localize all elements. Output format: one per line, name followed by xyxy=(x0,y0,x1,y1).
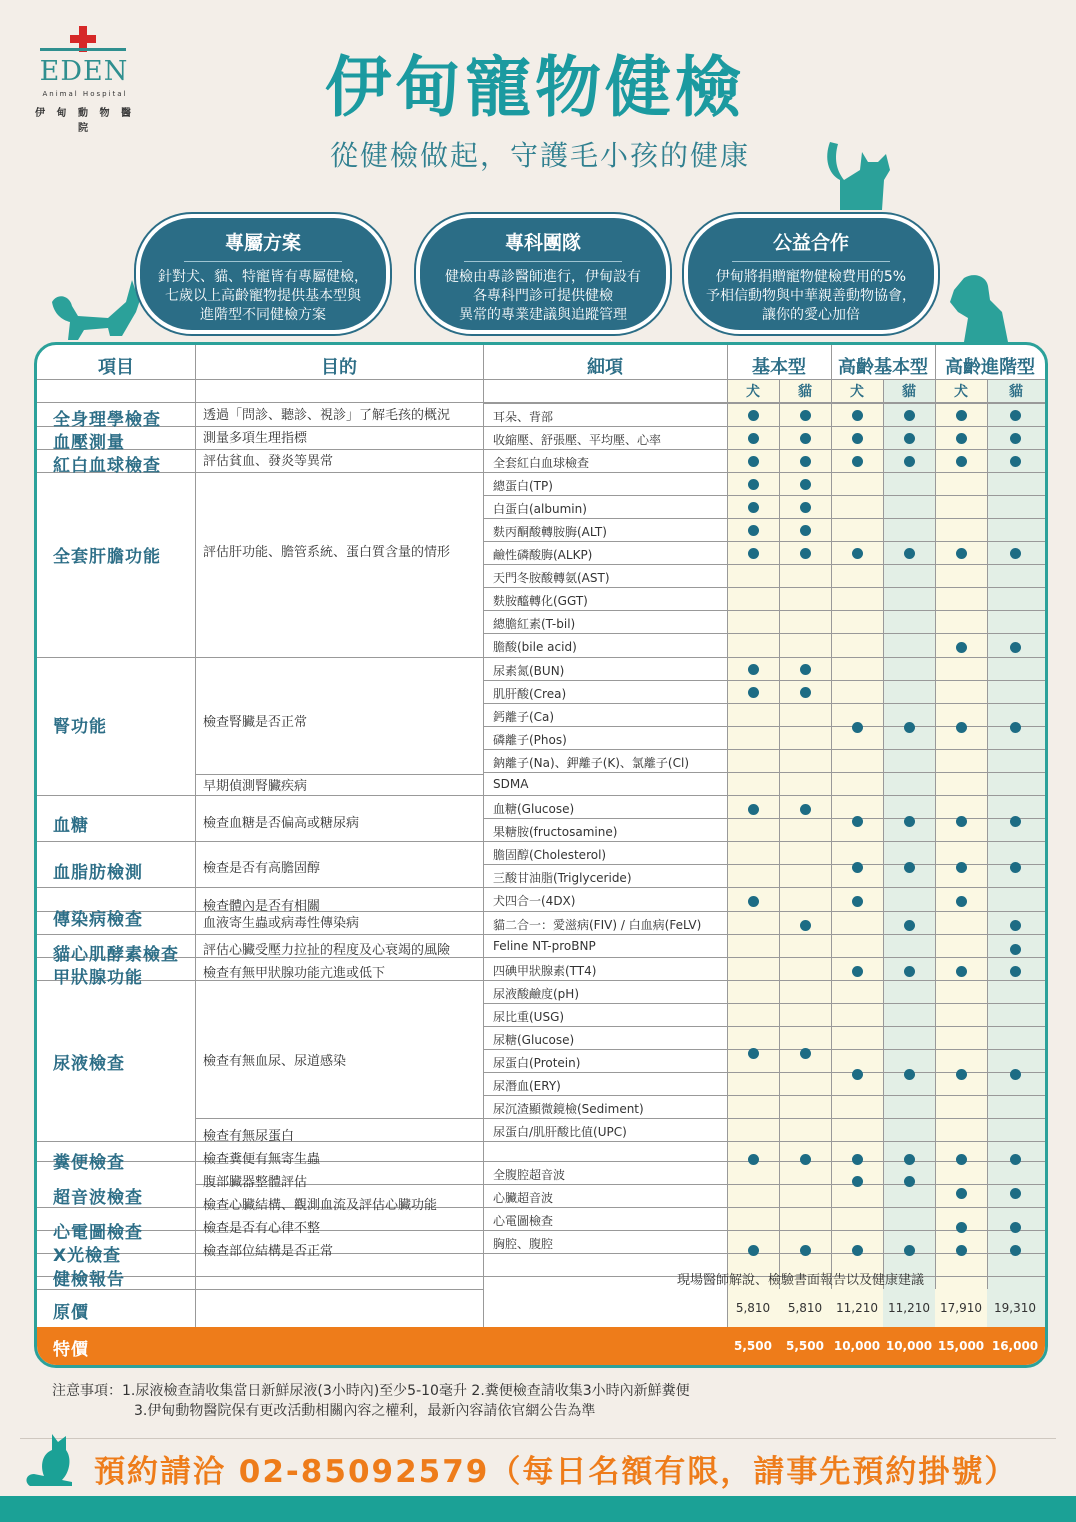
grid-line xyxy=(483,795,1045,796)
detail-text: 麩丙酮酸轉胺脢(ALT) xyxy=(493,525,607,539)
price: 5,810 xyxy=(787,1301,823,1315)
item-label: X光檢查 xyxy=(53,1246,122,1266)
included-dot-icon xyxy=(904,1176,915,1187)
grid-line xyxy=(37,841,483,842)
item-label: 全套肝膽功能 xyxy=(53,547,161,567)
bubble-line: 健檢由專診醫師進行，伊甸設有 xyxy=(445,269,641,285)
grid-line xyxy=(831,345,832,1289)
grid-line xyxy=(935,345,936,1289)
included-dot-icon xyxy=(956,1188,967,1199)
purpose-text: 評估心臟受壓力拉扯的程度及心衰竭的風險 xyxy=(203,943,451,958)
grid-line xyxy=(483,1184,1045,1185)
dog-sitting-icon xyxy=(944,272,1014,344)
purpose-text: 血液寄生蟲或病毒性傳染病 xyxy=(203,916,360,931)
grid-line xyxy=(483,1095,1045,1096)
cat-playing-icon xyxy=(48,272,144,344)
grid-line xyxy=(779,379,780,1289)
bubble-line: 七歲以上高齡寵物提供基本型與 xyxy=(165,288,361,304)
purpose-text: 檢查糞便有無寄生蟲 xyxy=(203,1152,321,1167)
detail-text: 四碘甲狀腺素(TT4) xyxy=(493,964,597,978)
included-dot-icon xyxy=(800,920,811,931)
included-dot-icon xyxy=(852,966,863,977)
included-dot-icon xyxy=(800,456,811,467)
bubble-line: 予相信動物與中華親善動物協會， xyxy=(706,288,916,304)
included-dot-icon xyxy=(1010,1245,1021,1256)
grid-line xyxy=(483,1026,1045,1027)
item-label: 血脂肪檢測 xyxy=(53,863,143,883)
included-dot-icon xyxy=(1010,642,1021,653)
included-dot-icon xyxy=(800,1245,811,1256)
header-senior-basic: 高齡基本型 xyxy=(838,357,928,378)
detail-text: 心電圖檢查 xyxy=(493,1214,554,1228)
included-dot-icon xyxy=(956,548,967,559)
included-dot-icon xyxy=(956,1222,967,1233)
included-dot-icon xyxy=(904,1069,915,1080)
detail-text: 膽固醇(Cholesterol) xyxy=(493,848,607,862)
included-dot-icon xyxy=(904,966,915,977)
included-dot-icon xyxy=(748,664,759,675)
included-dot-icon xyxy=(748,456,759,467)
included-dot-icon xyxy=(1010,548,1021,559)
header-cat: 貓 xyxy=(902,384,916,400)
item-label: 傳染病檢查 xyxy=(53,910,143,930)
special-price: 16,000 xyxy=(991,1339,1039,1353)
bubble-exclusive-plan xyxy=(136,214,390,334)
detail-text: 心臟超音波 xyxy=(493,1191,554,1205)
detail-text: 全腹腔超音波 xyxy=(493,1168,566,1182)
item-label: 血糖 xyxy=(53,816,89,836)
included-dot-icon xyxy=(956,896,967,907)
header-detail: 細項 xyxy=(587,357,623,378)
included-dot-icon xyxy=(852,816,863,827)
eden-logo xyxy=(30,26,140,134)
included-dot-icon xyxy=(852,896,863,907)
included-dot-icon xyxy=(1010,456,1021,467)
grid-line xyxy=(483,1049,1045,1050)
included-dot-icon xyxy=(852,862,863,873)
grid-line xyxy=(483,1118,1045,1119)
included-dot-icon xyxy=(1010,722,1021,733)
detail-text: 總膽紅素(T-bil) xyxy=(493,617,576,631)
included-dot-icon xyxy=(748,1245,759,1256)
included-dot-icon xyxy=(800,1048,811,1059)
included-dot-icon xyxy=(1010,966,1021,977)
detail-text: 白蛋白(albumin) xyxy=(493,502,587,516)
included-dot-icon xyxy=(1010,410,1021,421)
included-dot-icon xyxy=(956,722,967,733)
grid-line xyxy=(483,911,1045,912)
purpose-text: 檢查體內是否有相關 xyxy=(203,899,321,914)
grid-line xyxy=(483,426,1045,427)
grid-line xyxy=(483,957,1045,958)
included-dot-icon xyxy=(956,862,967,873)
grid-line xyxy=(483,841,1045,842)
logo-sub: Animal Hospital xyxy=(42,90,128,98)
included-dot-icon xyxy=(852,456,863,467)
included-dot-icon xyxy=(956,1245,967,1256)
included-dot-icon xyxy=(852,722,863,733)
special-price: 15,000 xyxy=(937,1339,985,1353)
included-dot-icon xyxy=(800,410,811,421)
price: 11,210 xyxy=(836,1301,878,1315)
page-subtitle: 從健檢做起，守護毛小孩的健康 xyxy=(329,139,750,172)
grid-line xyxy=(483,495,1045,496)
detail-text: 尿比重(USG) xyxy=(493,1010,565,1024)
cat-sitting-icon xyxy=(22,1432,78,1488)
grid-line xyxy=(483,680,1045,681)
detail-text: 胸腔、腹腔 xyxy=(493,1237,554,1251)
included-dot-icon xyxy=(1010,1154,1021,1165)
detail-text: Feline NT-proBNP xyxy=(493,939,596,953)
included-dot-icon xyxy=(852,1245,863,1256)
bubble-line: 針對犬、貓、特寵皆有專屬健檢， xyxy=(158,269,368,285)
grid-line xyxy=(483,657,1045,658)
checkup-table xyxy=(34,342,1048,1368)
detail-text: 鹼性磷酸脢(ALKP) xyxy=(493,548,593,562)
purpose-text: 檢查部位結構是否正常 xyxy=(203,1244,334,1259)
included-dot-icon xyxy=(904,456,915,467)
bottom-bar xyxy=(0,1496,1076,1522)
included-dot-icon xyxy=(800,664,811,675)
grid-line xyxy=(195,1118,483,1119)
grid-line xyxy=(987,379,988,1289)
price: 11,210 xyxy=(888,1301,930,1315)
page-title: 伊甸寵物健檢 xyxy=(325,49,745,126)
item-label: 特價 xyxy=(53,1340,89,1360)
included-dot-icon xyxy=(904,816,915,827)
bubble-title: 專科團隊 xyxy=(464,228,622,262)
special-price: 5,500 xyxy=(734,1339,772,1353)
included-dot-icon xyxy=(1010,1069,1021,1080)
detail-text: 總蛋白(TP) xyxy=(493,479,553,493)
grid-line xyxy=(483,541,1045,542)
included-dot-icon xyxy=(904,548,915,559)
item-label: 尿液檢查 xyxy=(53,1054,125,1074)
included-dot-icon xyxy=(800,433,811,444)
purpose-text: 檢查有無尿蛋白 xyxy=(203,1129,295,1144)
detail-text: 尿液酸鹼度(pH) xyxy=(493,987,580,1001)
included-dot-icon xyxy=(800,525,811,536)
included-dot-icon xyxy=(852,433,863,444)
roof-icon xyxy=(40,48,126,51)
grid-line xyxy=(483,564,1045,565)
detail-text: 尿蛋白/肌肝酸比值(UPC) xyxy=(493,1125,627,1139)
note-line: 3.伊甸動物醫院保有更改活動相關內容之權利，最新內容請依官網公告為準 xyxy=(134,1403,596,1419)
grid-line xyxy=(37,379,1045,380)
detail-text: 貓二合一：愛滋病(FIV) / 白血病(FeLV) xyxy=(493,918,702,932)
included-dot-icon xyxy=(904,1245,915,1256)
purpose-text: 評估貧血、發炎等異常 xyxy=(203,454,334,469)
notes xyxy=(52,1381,1042,1421)
detail-text: 天門冬胺酸轉氨(AST) xyxy=(493,571,610,585)
logo-name: EDEN xyxy=(39,56,129,87)
header-senior-advanced: 高齡進階型 xyxy=(945,357,1035,378)
detail-text: 尿潛血(ERY) xyxy=(493,1079,561,1093)
item-label: 全身理學檢查 xyxy=(53,410,161,430)
included-dot-icon xyxy=(956,966,967,977)
grid-line xyxy=(483,887,1045,888)
grid-line xyxy=(483,472,1045,473)
item-label: 腎功能 xyxy=(53,717,107,737)
cat-silhouette-icon xyxy=(820,140,900,214)
included-dot-icon xyxy=(748,896,759,907)
purpose-text: 早期偵測腎臟疾病 xyxy=(203,779,308,794)
grid-line xyxy=(195,774,483,775)
included-dot-icon xyxy=(956,642,967,653)
price: 17,910 xyxy=(940,1301,982,1315)
included-dot-icon xyxy=(1010,862,1021,873)
header-cat: 貓 xyxy=(1009,384,1023,400)
bubble-line: 進階型不同健檢方案 xyxy=(200,307,326,323)
grid-line xyxy=(37,657,483,658)
special-price-row xyxy=(37,1327,1045,1365)
detail-text: 血糖(Glucose) xyxy=(493,802,575,816)
grid-line xyxy=(483,403,1045,404)
item-label: 血壓測量 xyxy=(53,433,125,453)
included-dot-icon xyxy=(748,548,759,559)
divider xyxy=(20,1438,1056,1439)
item-label: 原價 xyxy=(53,1303,89,1323)
detail-text: 尿素氮(BUN) xyxy=(493,664,565,678)
detail-text: 鈣離子(Ca) xyxy=(493,710,555,724)
grid-line xyxy=(483,1141,1045,1142)
grid-line xyxy=(483,934,1045,935)
detail-text: SDMA xyxy=(493,777,529,791)
included-dot-icon xyxy=(748,525,759,536)
detail-text: 鈉離子(Na)、鉀離子(K)、氯離子(Cl) xyxy=(493,756,690,770)
grid-line xyxy=(483,610,1045,611)
item-label: 貓心肌酵素檢查 xyxy=(53,945,179,965)
detail-text: 全套紅白血球檢查 xyxy=(493,456,590,470)
included-dot-icon xyxy=(1010,433,1021,444)
included-dot-icon xyxy=(800,1154,811,1165)
grid-line xyxy=(195,345,196,1327)
detail-text: 麩胺醯轉化(GGT) xyxy=(493,594,588,608)
special-price: 10,000 xyxy=(885,1339,933,1353)
bubble-line: 異常的專業建議與追蹤管理 xyxy=(459,307,627,323)
purpose-text: 檢查有無血尿、尿道感染 xyxy=(203,1054,347,1069)
detail-text: 肌肝酸(Crea) xyxy=(493,687,567,701)
grid-line xyxy=(483,345,484,1327)
price: 5,810 xyxy=(735,1301,771,1315)
grid-line xyxy=(483,1207,1045,1208)
included-dot-icon xyxy=(800,548,811,559)
included-dot-icon xyxy=(904,722,915,733)
header-dog: 犬 xyxy=(850,384,864,400)
grid-line xyxy=(483,980,1045,981)
header-item: 項目 xyxy=(98,357,134,378)
grid-line xyxy=(483,703,1045,704)
included-dot-icon xyxy=(904,433,915,444)
item-label: 心電圖檢查 xyxy=(53,1223,143,1243)
bubble-title: 專屬方案 xyxy=(184,228,342,262)
detail-text: 磷離子(Phos) xyxy=(493,733,567,747)
included-dot-icon xyxy=(748,1154,759,1165)
included-dot-icon xyxy=(1010,1222,1021,1233)
grid-line xyxy=(483,518,1045,519)
header-dog: 犬 xyxy=(954,384,968,400)
bubble-line: 各專科門診可提供健檢 xyxy=(473,288,613,304)
included-dot-icon xyxy=(1010,816,1021,827)
included-dot-icon xyxy=(748,410,759,421)
included-dot-icon xyxy=(852,410,863,421)
included-dot-icon xyxy=(904,862,915,873)
bubble-title: 公益合作 xyxy=(732,228,890,262)
header-cat: 貓 xyxy=(798,384,812,400)
grid-line xyxy=(483,1003,1045,1004)
included-dot-icon xyxy=(748,502,759,513)
included-dot-icon xyxy=(904,920,915,931)
purpose-text: 腹部臟器整體評估 xyxy=(203,1175,308,1190)
included-dot-icon xyxy=(748,687,759,698)
grid-line xyxy=(483,449,1045,450)
detail-text: 果糖胺(fructosamine) xyxy=(493,825,618,839)
special-price: 10,000 xyxy=(833,1339,881,1353)
detail-text: 耳朵、背部 xyxy=(493,410,554,424)
included-dot-icon xyxy=(1010,944,1021,955)
included-dot-icon xyxy=(956,456,967,467)
bubble-charity xyxy=(684,214,938,334)
grid-line xyxy=(883,379,884,1289)
included-dot-icon xyxy=(748,479,759,490)
detail-text: 尿糖(Glucose) xyxy=(493,1033,575,1047)
grid-line xyxy=(37,887,483,888)
included-dot-icon xyxy=(800,502,811,513)
included-dot-icon xyxy=(800,687,811,698)
purpose-text: 透過「問診、聽診、視診」了解毛孩的概況 xyxy=(203,408,451,423)
bubble-line: 伊甸將捐贈寵物健檢費用的5% xyxy=(715,269,907,285)
detail-text: 膽酸(bile acid) xyxy=(493,640,577,654)
included-dot-icon xyxy=(748,1048,759,1059)
purpose-text: 檢查血糖是否偏高或糖尿病 xyxy=(203,816,360,831)
price: 19,310 xyxy=(994,1301,1036,1315)
grid-line xyxy=(37,934,483,935)
detail-text: 收縮壓、舒張壓、平均壓、心率 xyxy=(493,433,662,447)
detail-text: 尿沉渣顯微鏡檢(Sediment) xyxy=(493,1102,644,1116)
item-label: 超音波檢查 xyxy=(53,1188,143,1208)
bubble-specialist-team xyxy=(416,214,670,334)
included-dot-icon xyxy=(748,433,759,444)
included-dot-icon xyxy=(800,479,811,490)
grid-line xyxy=(37,795,483,796)
logo-cn: 伊 甸 動 物 醫 院 xyxy=(35,108,135,134)
included-dot-icon xyxy=(852,1069,863,1080)
grid-line xyxy=(483,772,1045,773)
purpose-text: 檢查有無甲狀腺功能亢進或低下 xyxy=(203,966,386,981)
header-dog: 犬 xyxy=(746,384,760,400)
included-dot-icon xyxy=(852,1176,863,1187)
included-dot-icon xyxy=(956,1154,967,1165)
included-dot-icon xyxy=(1010,1188,1021,1199)
included-dot-icon xyxy=(904,1154,915,1165)
item-label: 甲狀腺功能 xyxy=(53,968,143,988)
grid-line xyxy=(483,633,1045,634)
grid-line xyxy=(727,345,728,1327)
purpose-text: 測量多項生理指標 xyxy=(203,431,308,446)
booking-line: 預約請洽 02-85092579（每日名額有限，請事先預約掛號） xyxy=(94,1454,1018,1490)
included-dot-icon xyxy=(1010,920,1021,931)
item-label: 健檢報告 xyxy=(53,1270,125,1290)
included-dot-icon xyxy=(904,410,915,421)
note-line: 注意事項：1.尿液檢查請收集當日新鮮尿液(3小時內)至少5-10毫升 2.糞便檢查請收集3小時內新鮮糞便 xyxy=(52,1383,690,1399)
item-label: 紅白血球檢查 xyxy=(53,456,161,476)
purpose-text: 檢查心臟結構、觀測血流及評估心臟功能 xyxy=(203,1198,438,1213)
header-purpose: 目的 xyxy=(321,357,357,378)
grid-line xyxy=(483,749,1045,750)
grid-line xyxy=(483,587,1045,588)
purpose-text: 檢查是否有心律不整 xyxy=(203,1221,321,1236)
included-dot-icon xyxy=(748,804,759,815)
purpose-text: 評估肝功能、膽管系統、蛋白質含量的情形 xyxy=(203,545,451,560)
purpose-text: 檢查腎臟是否正常 xyxy=(203,715,308,730)
included-dot-icon xyxy=(852,1154,863,1165)
included-dot-icon xyxy=(956,1069,967,1080)
item-label: 糞便檢查 xyxy=(53,1153,125,1173)
detail-text: 犬四合一(4DX) xyxy=(493,894,576,908)
included-dot-icon xyxy=(956,433,967,444)
report-text: 現場醫師解說、檢驗書面報告以及健康建議 xyxy=(677,1273,925,1288)
bubble-line: 讓你的愛心加倍 xyxy=(762,307,860,323)
included-dot-icon xyxy=(800,804,811,815)
included-dot-icon xyxy=(956,410,967,421)
purpose-text: 檢查是否有高膽固醇 xyxy=(203,861,321,876)
special-price: 5,500 xyxy=(786,1339,824,1353)
included-dot-icon xyxy=(956,816,967,827)
detail-text: 三酸甘油脂(Triglyceride) xyxy=(493,871,632,885)
included-dot-icon xyxy=(852,548,863,559)
detail-text: 尿蛋白(Protein) xyxy=(493,1056,581,1070)
header-basic: 基本型 xyxy=(752,357,806,378)
